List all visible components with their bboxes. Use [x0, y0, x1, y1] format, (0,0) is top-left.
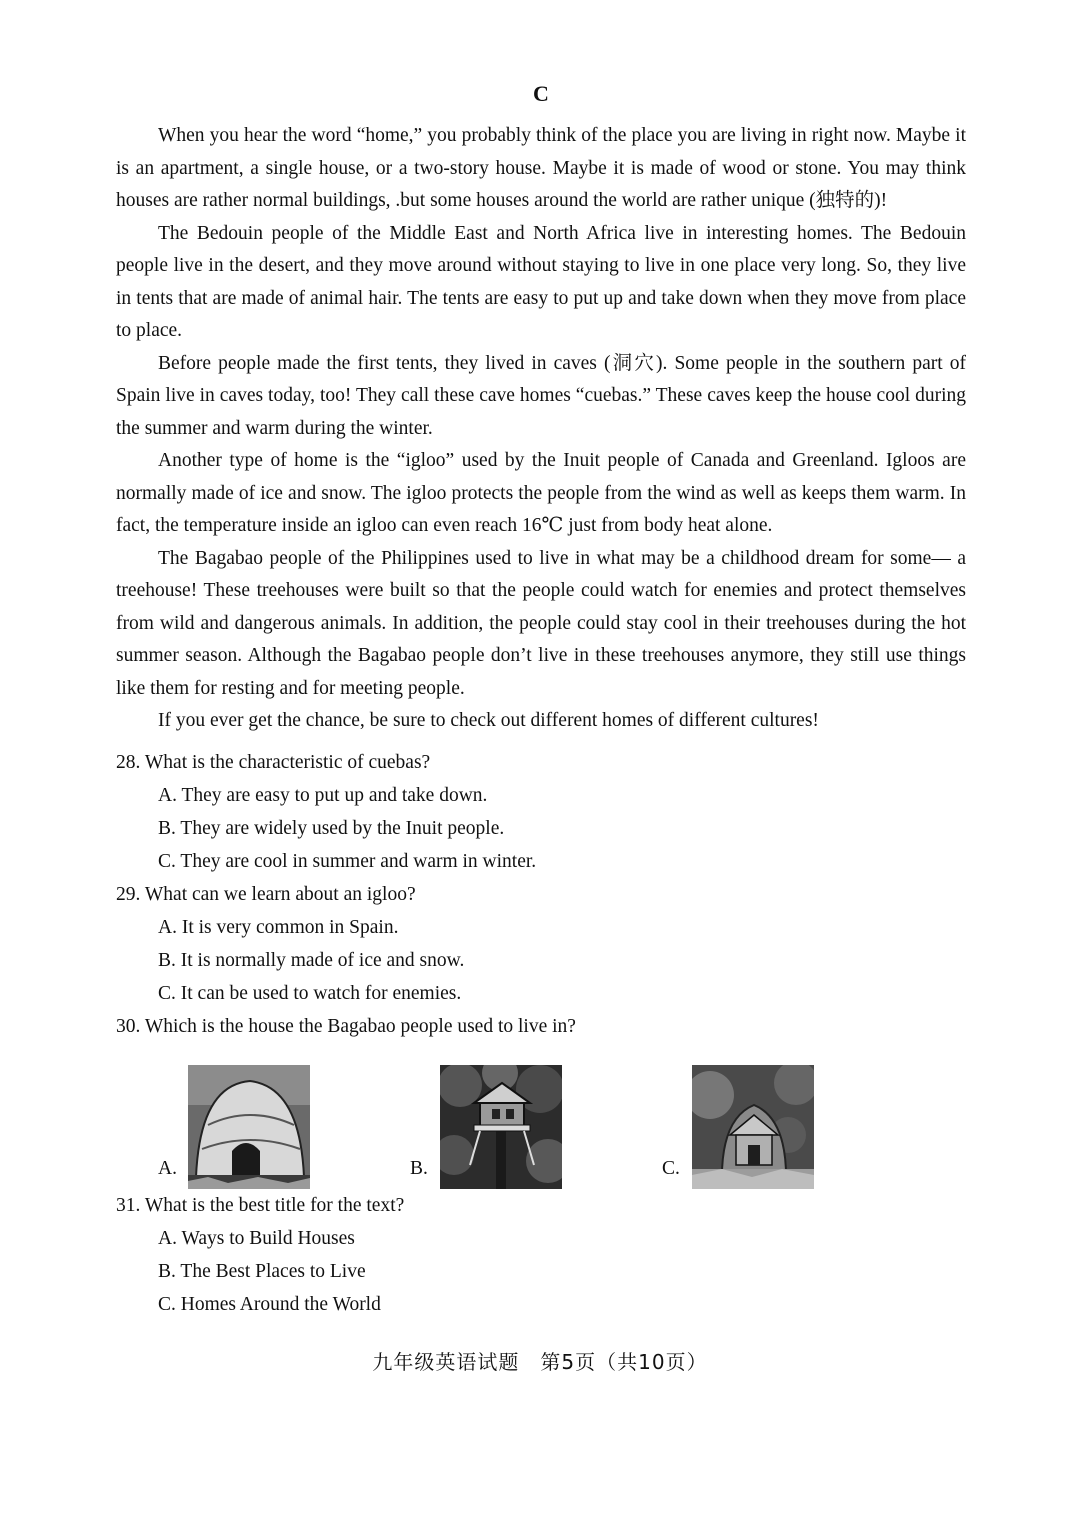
igloo-picture — [188, 1065, 310, 1189]
option-b-letter: B. — [410, 1157, 428, 1179]
question-29-option-b: B. It is normally made of ice and snow. — [158, 949, 465, 971]
question-30-option-c — [662, 1047, 822, 1187]
question-28-option-a: A. They are easy to put up and take down. — [158, 784, 488, 806]
page-footer: 九年级英语试题 第5页（共10页） — [372, 1350, 708, 1374]
question-30-option-a — [158, 1047, 318, 1187]
question-29-stem: 29. What can we learn about an igloo? — [116, 883, 416, 905]
cave-house-picture — [692, 1065, 814, 1189]
question-31 — [116, 1189, 966, 1321]
passage-paragraph-5: The Bagabao people of the Philippines used to live in what may be a childhood dream for some— a treehouse! These treehouses were built so that the people could watch for enemies and protect themselves from wild and dangerous animals. In addition, the people could stay cool in their treehouses during the hot summer season. Although the Bagabao people don’t live in these treehouses anymore, they still use things like them for resting and for meeting people. — [116, 547, 966, 699]
reading-passage — [116, 120, 966, 738]
passage-paragraph-2: The Bedouin people of the Middle East and North Africa live in interesting homes. The Bedouin people live in the desert, and they move around without staying to live in one place very long. So, they live in tents that are made of animal hair. The tents are easy to put up and take down when they move from place to place. — [116, 222, 966, 341]
question-list — [116, 746, 966, 1321]
question-28-option-b: B. They are widely used by the Inuit people. — [158, 817, 505, 839]
question-31-option-b: B. The Best Places to Live — [158, 1260, 366, 1282]
passage-paragraph-4: Another type of home is the “igloo” used by the Inuit people of Canada and Greenland. Igloos are normally made of ice and snow. The igloo protects the people from the wind as well as keeps them warm. In fact, the temperature inside an igloo can even reach 16℃ just from body heat alone. — [116, 450, 966, 536]
igloo-image — [188, 1065, 310, 1189]
question-31-stem: 31. What is the best title for the text? — [116, 1194, 405, 1216]
question-31-option-a: A. Ways to Build Houses — [158, 1227, 355, 1249]
question-30-picture-options — [116, 1047, 966, 1187]
question-29-option-a: A. It is very common in Spain. — [158, 916, 399, 938]
treehouse-image — [440, 1065, 562, 1189]
cave-house-image — [692, 1065, 814, 1189]
question-31-option-c: C. Homes Around the World — [158, 1293, 381, 1315]
passage-paragraph-3: Before people made the first tents, they lived in caves (洞穴). Some people in the southern part of Spain live in caves today, too! They call these cave homes “cuebas.” These caves keep the house cool during the summer and warm during the winter. — [116, 352, 966, 439]
question-30-option-b — [410, 1047, 570, 1187]
exam-page — [116, 78, 966, 1321]
question-29 — [116, 878, 966, 1010]
treehouse-picture — [440, 1065, 562, 1189]
question-30-stem: 30. Which is the house the Bagabao people used to live in? — [116, 1015, 576, 1037]
question-28-option-c: C. They are cool in summer and warm in winter. — [158, 850, 537, 872]
question-28 — [116, 746, 966, 878]
question-29-option-c: C. It can be used to watch for enemies. — [158, 982, 462, 1004]
section-letter: C — [533, 81, 549, 106]
option-c-letter: C. — [662, 1157, 680, 1179]
option-a-letter: A. — [158, 1157, 177, 1179]
passage-paragraph-6: If you ever get the chance, be sure to check out different homes of different cultures! — [158, 710, 819, 731]
question-28-stem: 28. What is the characteristic of cuebas? — [116, 751, 431, 773]
question-30 — [116, 1010, 966, 1187]
passage-paragraph-1: When you hear the word “home,” you probably think of the place you are living in right now. Maybe it is an apartment, a single house, or a two-story house. Maybe it is made of wood or stone. You may think houses are rather normal buildings, .but some houses around the world are rather unique (独特的)! — [116, 125, 966, 211]
